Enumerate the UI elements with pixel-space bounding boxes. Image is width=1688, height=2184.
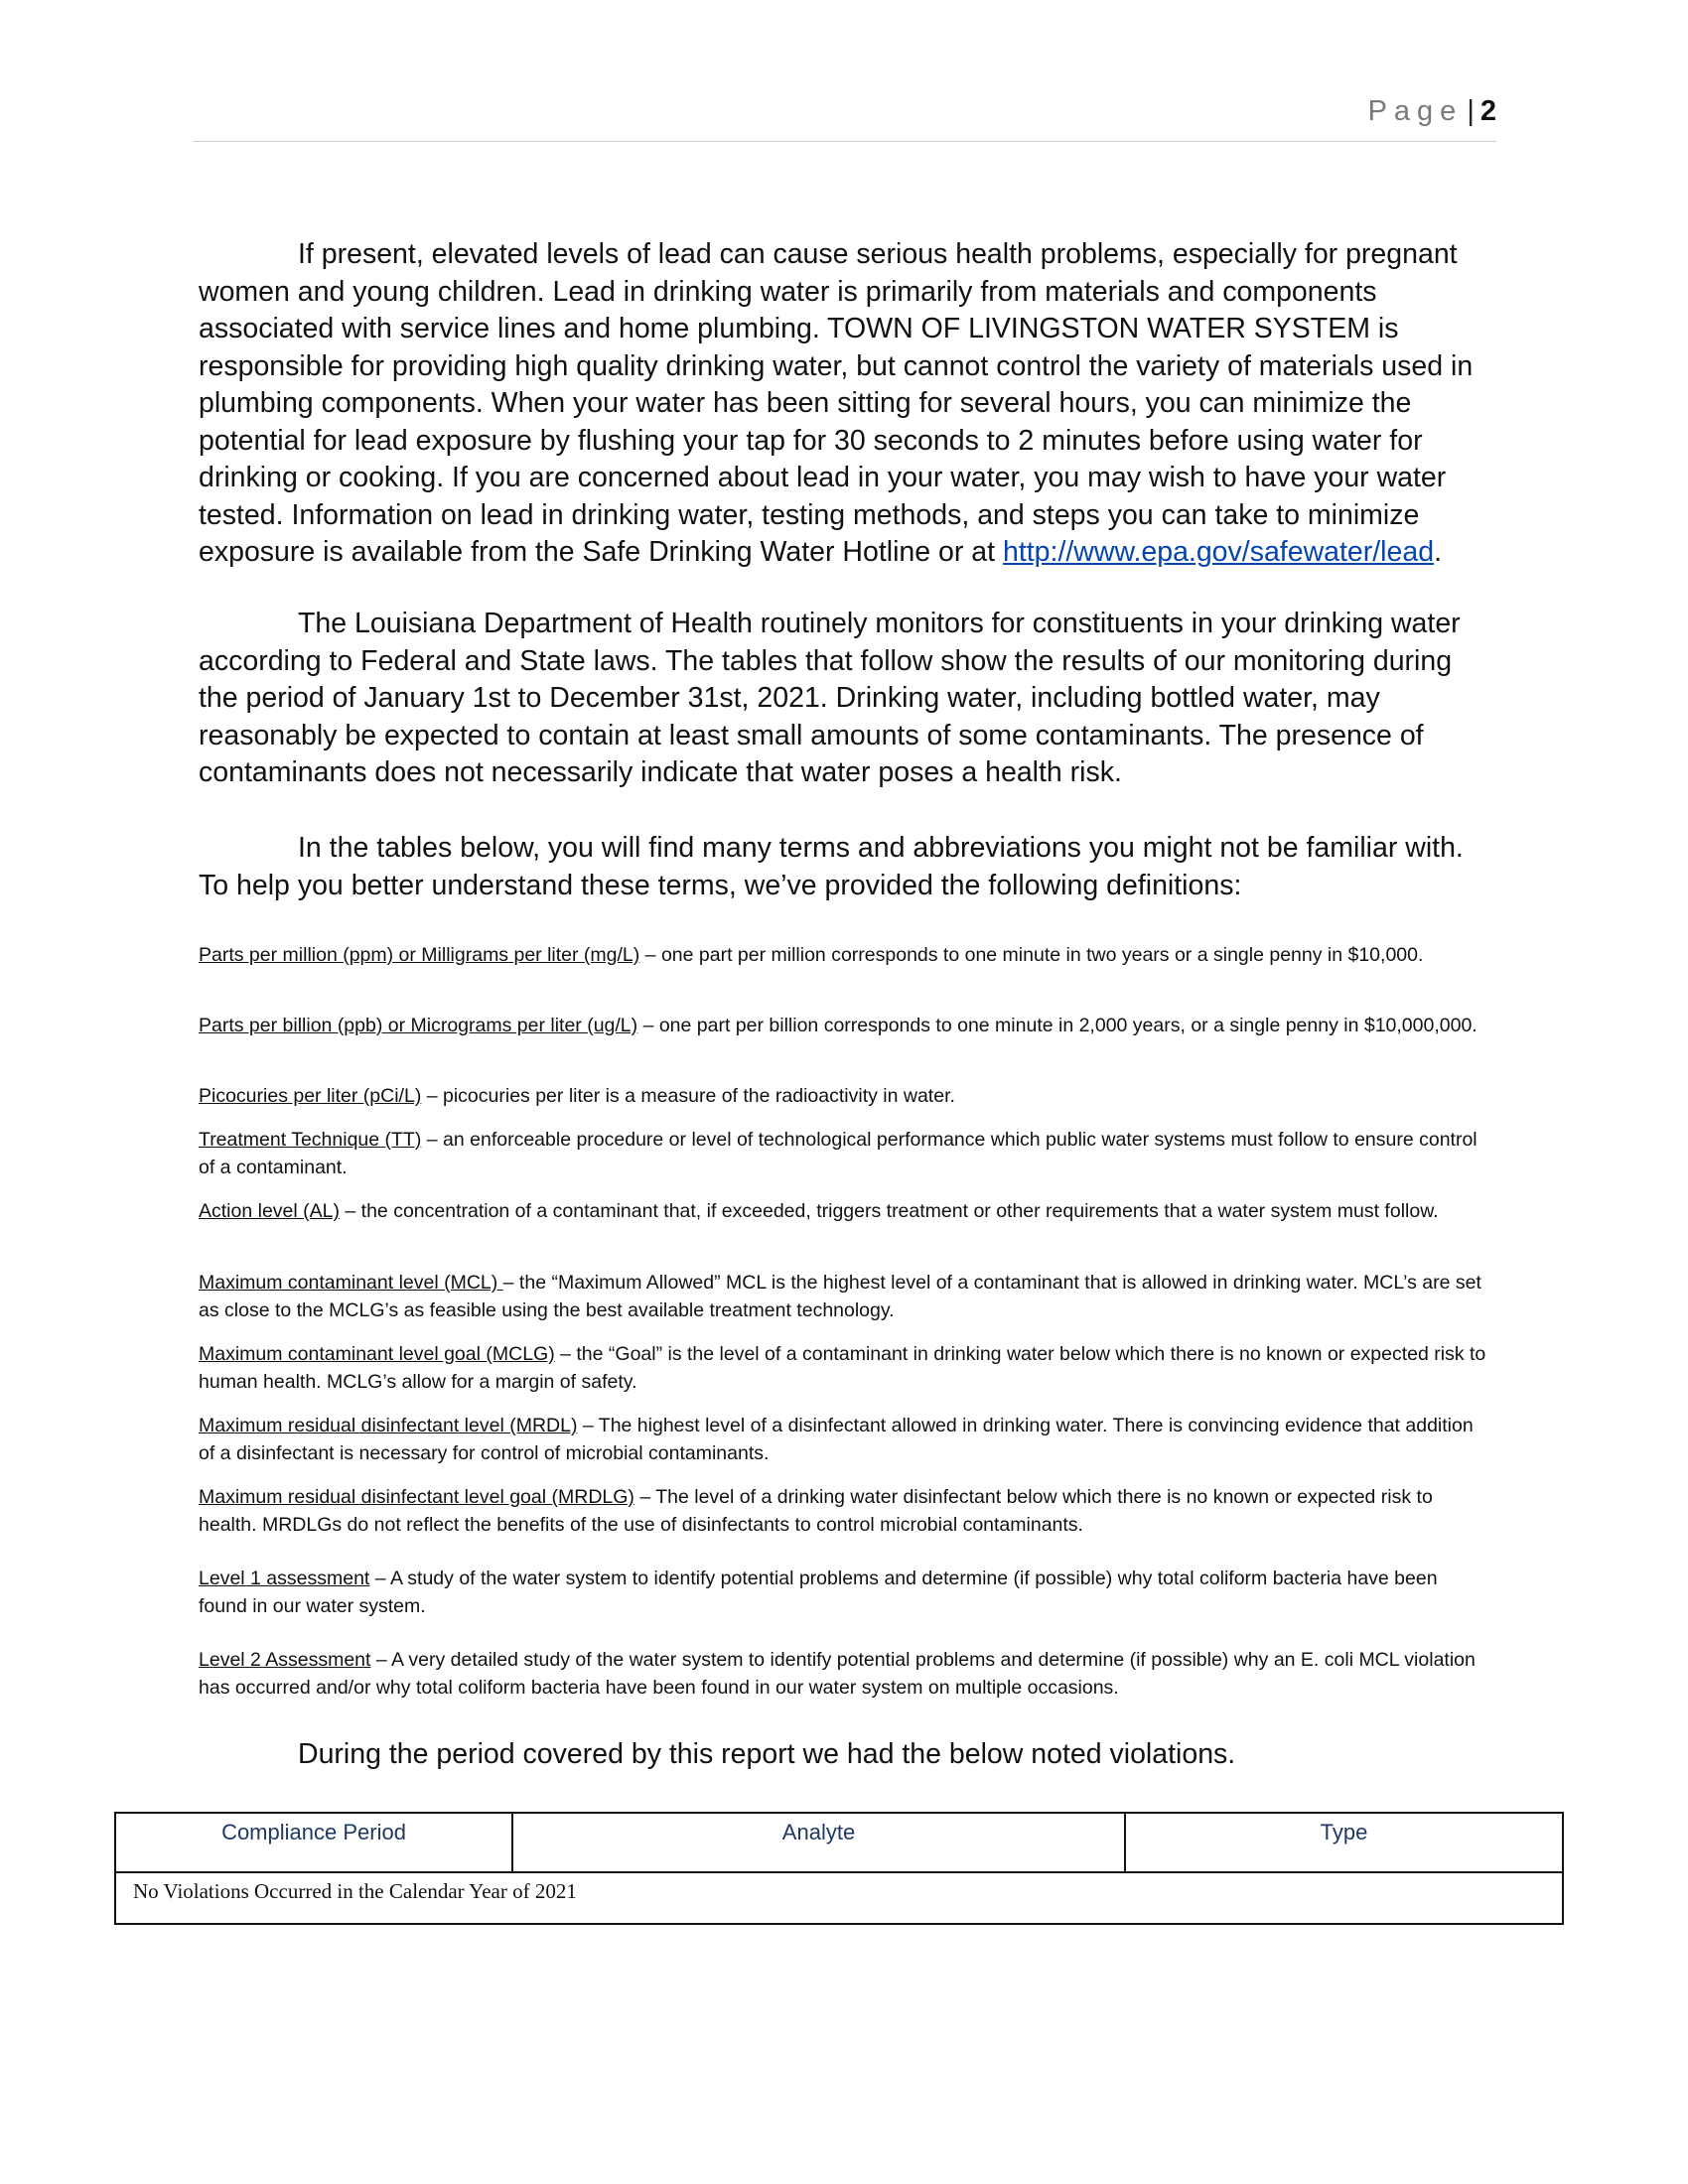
- page-label: Page: [1367, 95, 1464, 127]
- violations-intro: During the period covered by this report we had the below noted violations.: [298, 1738, 1236, 1770]
- epa-lead-link[interactable]: http://www.epa.gov/safewater/lead: [1002, 536, 1435, 568]
- definition-term: Level 2 Assessment: [199, 1649, 371, 1671]
- definition-text: – one part per million corresponds to one minute in two years or a single penny in $10,000.: [639, 944, 1424, 966]
- definition-mrdl: [199, 1412, 1489, 1467]
- definition-text: – The highest level of a disinfectant allowed in drinking water. There is convincing evidence that addition of a disinfectant is necessary for control of microbial contaminants.: [199, 1415, 1474, 1464]
- definition-term: Maximum contaminant level (MCL): [199, 1272, 503, 1294]
- definition-text: – the concentration of a contaminant that, if exceeded, triggers treatment or other requirements that a water system must follow.: [339, 1200, 1439, 1222]
- lead-text: If present, elevated levels of lead can cause serious health problems, especially for pregnant women and young children. Lead in drinking water is primarily from materials and components associated with service lines and home plumbing. TOWN OF LIVINGSTON WATER SYSTEM is responsible for providing high quality drinking water, but cannot control the variety of materials used in plumbing components. When your water has been sitting for several hours, you can minimize the potential for lead exposure by flushing your tap for 30 seconds to 2 minutes before using water for drinking or cooking. If you are concerned about lead in your water, you may wish to have your water tested. Information on lead in drinking water, testing methods, and steps you can take to minimize exposure is available from the Safe Drinking Water Hotline or at: [199, 238, 1474, 568]
- definition-mrdlg: [199, 1483, 1489, 1539]
- page-number: 2: [1479, 95, 1496, 127]
- definition-term: Maximum residual disinfectant level goal (MRDLG): [199, 1486, 634, 1508]
- definition-ppm: [199, 941, 1489, 969]
- definition-al: [199, 1197, 1489, 1225]
- definition-text: – picocuries per liter is a measure of the radioactivity in water.: [421, 1085, 955, 1107]
- definition-term: Picocuries per liter (pCi/L): [199, 1085, 422, 1107]
- definition-tt: [199, 1126, 1489, 1181]
- header-analyte: Analyte: [513, 1814, 1126, 1871]
- definition-level1: [199, 1565, 1489, 1620]
- monitoring-paragraph: The Louisiana Department of Health routinely monitors for constituents in your drinking water according to Federal and State laws. The tables that follow show the results of our monitoring during the period of January 1st to December 31st, 2021. Drinking water, including bottled water, may reasonably be expected to contain at least small amounts of some contaminants. The presence of contaminants does not necessarily indicate that water poses a health risk.: [199, 608, 1461, 788]
- definition-mclg: [199, 1340, 1489, 1396]
- definition-term: Level 1 assessment: [199, 1568, 370, 1589]
- definition-term: Action level (AL): [199, 1200, 340, 1222]
- definition-term: Parts per million (ppm) or Milligrams per liter (mg/L): [199, 944, 640, 966]
- definition-term: Parts per billion (ppb) or Micrograms per liter (ug/L): [199, 1015, 638, 1036]
- definition-mcl: [199, 1269, 1489, 1324]
- violations-table-header: [116, 1814, 1562, 1873]
- page-separator: |: [1467, 95, 1475, 127]
- lead-text-end: .: [1434, 536, 1442, 568]
- definition-text: – The level of a drinking water disinfectant below which there is no known or expected risk to health. MRDLGs do not reflect the benefits of the use of disinfectants to control microbial contaminants.: [199, 1486, 1433, 1536]
- definition-text: – A study of the water system to identify potential problems and determine (if possible) why total coliform bacteria have been found in our water system.: [199, 1568, 1438, 1617]
- definition-term: Maximum contaminant level goal (MCLG): [199, 1343, 555, 1365]
- definition-text: – the “Maximum Allowed” MCL is the highest level of a contaminant that is allowed in drinking water. MCL’s are set as close to the MCLG’s as feasible using the best available treatment technology.: [199, 1272, 1481, 1321]
- definition-text: – an enforceable procedure or level of technological performance which public water systems must follow to ensure control of a contaminant.: [199, 1129, 1477, 1178]
- definition-ppb: [199, 1012, 1489, 1039]
- definition-text: – A very detailed study of the water system to identify potential problems and determine (if possible) why an E. coli MCL violation has occurred and/or why total coliform bacteria have been found in our water system on multiple occasions.: [199, 1649, 1476, 1699]
- definition-level2: [199, 1646, 1489, 1702]
- definition-pci: [199, 1082, 1489, 1110]
- violations-message: No Violations Occurred in the Calendar Year of 2021: [133, 1879, 577, 1903]
- lead-paragraph: [199, 236, 1489, 572]
- definition-term: Maximum residual disinfectant level (MRDL): [199, 1415, 578, 1436]
- definition-text: – one part per billion corresponds to one minute in 2,000 years, or a single penny in $10,000,000.: [637, 1015, 1477, 1036]
- definition-text: – the “Goal” is the level of a contaminant in drinking water below which there is no known or expected risk to human health. MCLG’s allow for a margin of safety.: [199, 1343, 1486, 1393]
- definition-term: Treatment Technique (TT): [199, 1129, 422, 1151]
- definitions-intro-paragraph: In the tables below, you will find many terms and abbreviations you might not be familiar with. To help you better understand these terms, we’ve provided the following definitions:: [199, 832, 1464, 901]
- header-type: Type: [1320, 1820, 1368, 1844]
- violations-table: [114, 1812, 1564, 1925]
- page-header: [194, 95, 1496, 142]
- header-compliance-period: Compliance Period: [116, 1814, 513, 1871]
